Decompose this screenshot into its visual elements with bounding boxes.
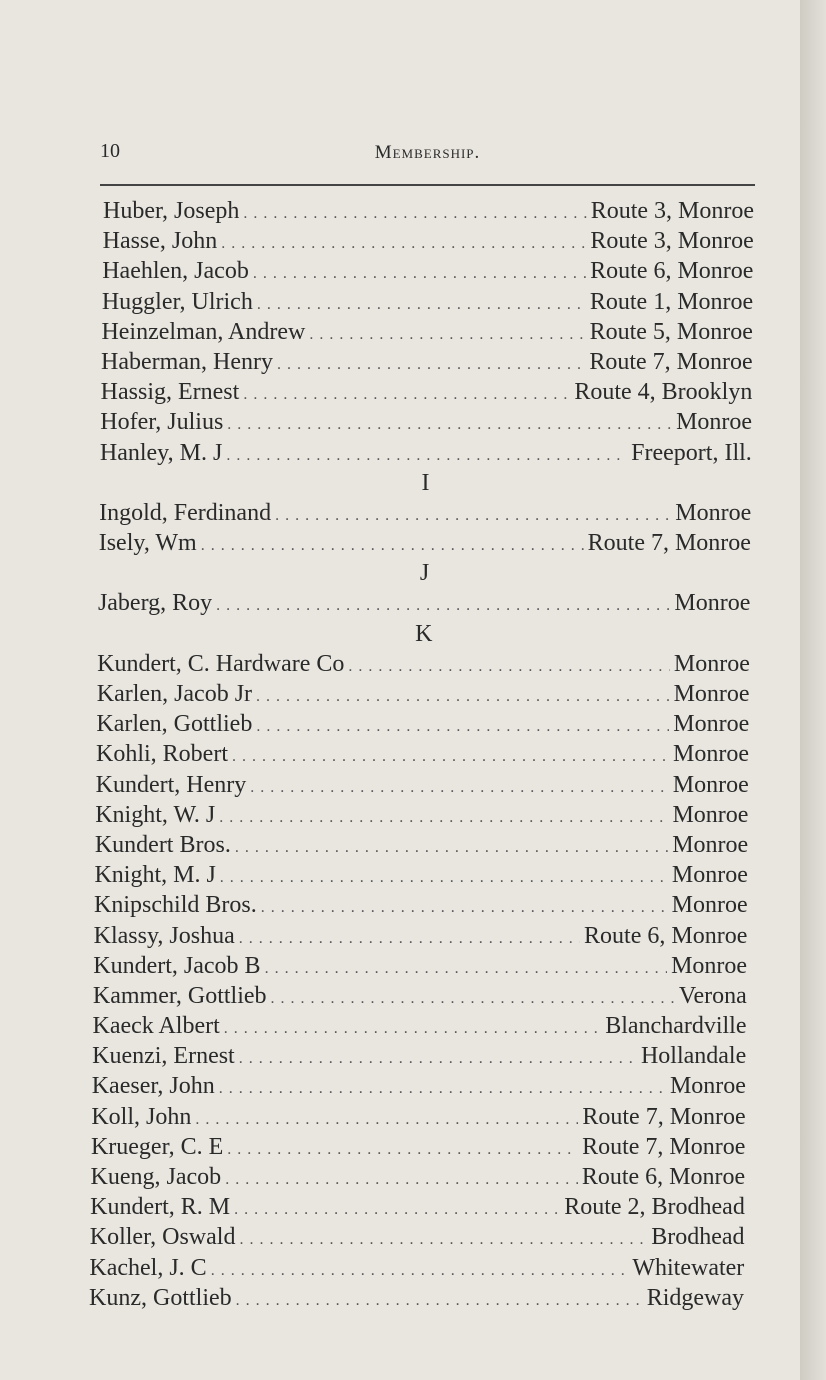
- dot-leader: [219, 800, 668, 830]
- member-name: Kundert, C. Hardware Co: [97, 650, 345, 677]
- member-name: Koller, Oswald: [89, 1224, 236, 1251]
- member-entry: [0, 981, 800, 1011]
- member-entry: [0, 1283, 800, 1313]
- member-location: Route 7, Monroe: [587, 530, 751, 557]
- member-location: Monroe: [674, 590, 751, 617]
- member-name: Kuenzi, Ernest: [92, 1043, 235, 1070]
- dot-leader: [201, 528, 584, 558]
- member-name: Ingold, Ferdinand: [99, 499, 272, 526]
- member-location: Whitewater: [632, 1254, 745, 1281]
- member-location: Monroe: [672, 831, 749, 858]
- page-number: 10: [100, 140, 120, 162]
- member-name: Kundert, R. M: [90, 1194, 231, 1221]
- member-name: Haehlen, Jacob: [102, 258, 249, 285]
- member-entry: [0, 317, 800, 347]
- member-entry: [0, 226, 800, 256]
- dot-leader: [239, 921, 580, 951]
- member-name: Kunz, Gottlieb: [89, 1284, 232, 1311]
- member-location: Route 7, Monroe: [589, 348, 753, 375]
- dot-leader: [271, 981, 675, 1011]
- dot-leader: [277, 347, 585, 377]
- dot-leader: [239, 1222, 647, 1252]
- member-entry: [0, 256, 800, 286]
- member-location: Monroe: [671, 892, 748, 919]
- header-rule: [100, 184, 755, 186]
- member-entry: [0, 800, 800, 830]
- member-entry: [0, 1192, 800, 1222]
- member-location: Monroe: [671, 862, 748, 889]
- member-entry: [0, 709, 800, 739]
- member-name: Huber, Joseph: [103, 198, 240, 224]
- member-entry: [0, 830, 800, 860]
- member-name: Jaberg, Roy: [97, 590, 213, 617]
- member-entry: [0, 528, 800, 558]
- member-location: Monroe: [673, 650, 750, 677]
- member-location: Monroe: [669, 1073, 746, 1100]
- member-location: Route 2, Brodhead: [564, 1194, 745, 1221]
- dot-leader: [265, 951, 668, 981]
- dot-leader: [232, 739, 669, 769]
- member-entry: [0, 377, 800, 407]
- dot-leader: [221, 226, 586, 256]
- member-location: Route 6, Monroe: [581, 1164, 746, 1190]
- member-entry: [0, 770, 800, 800]
- member-name: Hasse, John: [102, 228, 218, 255]
- member-name: Knight, M. J: [94, 862, 216, 889]
- member-entry: [0, 1162, 800, 1192]
- member-entry: [0, 1071, 800, 1101]
- member-name: Kaeser, John: [91, 1073, 215, 1100]
- member-entry: [0, 890, 800, 920]
- member-location: Monroe: [673, 741, 749, 768]
- dot-leader: [239, 1041, 637, 1071]
- member-location: Blanchardville: [605, 1013, 747, 1040]
- member-entry: [0, 1132, 800, 1162]
- member-location: Monroe: [676, 409, 753, 436]
- dot-leader: [216, 588, 670, 618]
- member-entry: [0, 438, 800, 468]
- member-name: Knight, W. J: [95, 801, 216, 828]
- member-location: Hollandale: [640, 1043, 747, 1070]
- member-location: Route 5, Monroe: [589, 318, 753, 345]
- member-name: Karlen, Jacob Jr: [96, 681, 253, 707]
- member-entry: [0, 347, 800, 377]
- member-location: Verona: [678, 982, 747, 1009]
- dot-leader: [225, 1162, 578, 1192]
- dot-leader: [257, 287, 586, 317]
- member-entry: [0, 1011, 800, 1041]
- member-location: Route 7, Monroe: [582, 1133, 746, 1160]
- member-name: Hanley, M. J: [99, 439, 223, 466]
- member-entry: [0, 498, 800, 528]
- section-letter: I: [421, 469, 430, 496]
- dot-leader: [219, 1071, 666, 1101]
- dot-leader: [227, 407, 672, 437]
- member-name: Krueger, C. E: [90, 1133, 224, 1160]
- member-entry: [0, 196, 800, 226]
- dot-leader: [250, 770, 669, 800]
- member-location: Route 4, Brooklyn: [574, 379, 753, 406]
- dot-leader: [234, 1192, 560, 1222]
- dot-leader: [256, 679, 670, 709]
- member-location: Monroe: [672, 771, 749, 798]
- member-location: Freeport, Ill.: [631, 439, 752, 466]
- dot-leader: [195, 1102, 578, 1132]
- member-entry: [0, 1253, 800, 1283]
- member-name: Kaeck Albert: [92, 1013, 220, 1040]
- member-name: Hofer, Julius: [100, 409, 224, 436]
- member-location: Route 6, Monroe: [584, 922, 748, 949]
- member-location: Route 6, Monroe: [590, 258, 754, 285]
- member-location: Route 3, Monroe: [590, 198, 754, 224]
- member-name: Kundert, Henry: [95, 771, 247, 798]
- member-name: Kammer, Gottlieb: [92, 982, 267, 1009]
- member-name: Kundert, Jacob B: [93, 952, 261, 979]
- member-name: Knipschild Bros.: [94, 892, 257, 919]
- member-location: Route 7, Monroe: [582, 1103, 746, 1130]
- member-location: Monroe: [673, 681, 750, 707]
- member-location: Monroe: [672, 801, 749, 828]
- dot-leader: [348, 649, 669, 679]
- dot-leader: [236, 1283, 643, 1313]
- member-location: Route 1, Monroe: [589, 288, 754, 315]
- dot-leader: [226, 438, 627, 468]
- member-name: Hassig, Ernest: [100, 379, 240, 406]
- member-entry: [0, 951, 800, 981]
- member-location: Monroe: [671, 952, 748, 979]
- running-head-title: Membership.: [374, 142, 481, 163]
- dot-leader: [224, 1011, 601, 1041]
- member-name: Heinzelman, Andrew: [101, 318, 306, 345]
- member-name: Huggler, Ulrich: [101, 288, 253, 315]
- dot-leader: [261, 890, 668, 920]
- member-name: Kohli, Robert: [96, 741, 228, 768]
- member-entry: [0, 921, 800, 951]
- member-entry: [0, 860, 800, 890]
- dot-leader: [235, 830, 668, 860]
- member-location: Monroe: [673, 711, 750, 738]
- member-entry: [0, 407, 800, 437]
- member-entry: [0, 1222, 800, 1252]
- page-header: [100, 140, 755, 172]
- member-entry: [0, 649, 800, 679]
- member-name: Isely, Wm: [98, 530, 197, 557]
- member-name: Kundert Bros.: [94, 831, 231, 858]
- member-location: Route 3, Monroe: [590, 228, 754, 255]
- dot-leader: [227, 1132, 578, 1162]
- member-name: Karlen, Gottlieb: [96, 711, 253, 738]
- membership-list: [0, 196, 800, 1313]
- member-location: Brodhead: [651, 1224, 745, 1251]
- dot-leader: [243, 196, 586, 226]
- member-entry: [0, 739, 800, 769]
- member-entry: [0, 1041, 800, 1071]
- dot-leader: [211, 1253, 629, 1283]
- member-entry: [0, 588, 800, 618]
- section-letter: K: [415, 620, 433, 647]
- member-entry: [0, 287, 800, 317]
- member-entry: [0, 1102, 800, 1132]
- member-location: Monroe: [675, 499, 752, 526]
- dot-leader: [309, 317, 585, 347]
- member-name: Koll, John: [91, 1103, 192, 1130]
- member-entry: [0, 679, 800, 709]
- member-location: Ridgeway: [646, 1284, 744, 1311]
- dot-leader: [256, 709, 669, 739]
- dot-leader: [243, 377, 570, 407]
- dot-leader: [220, 860, 668, 890]
- dot-leader: [253, 256, 586, 286]
- member-name: Kueng, Jacob: [90, 1164, 222, 1190]
- member-name: Kachel, J. C: [89, 1254, 207, 1281]
- section-letter: J: [419, 560, 430, 587]
- member-name: Klassy, Joshua: [93, 922, 235, 949]
- dot-leader: [275, 498, 671, 528]
- member-name: Haberman, Henry: [101, 348, 273, 375]
